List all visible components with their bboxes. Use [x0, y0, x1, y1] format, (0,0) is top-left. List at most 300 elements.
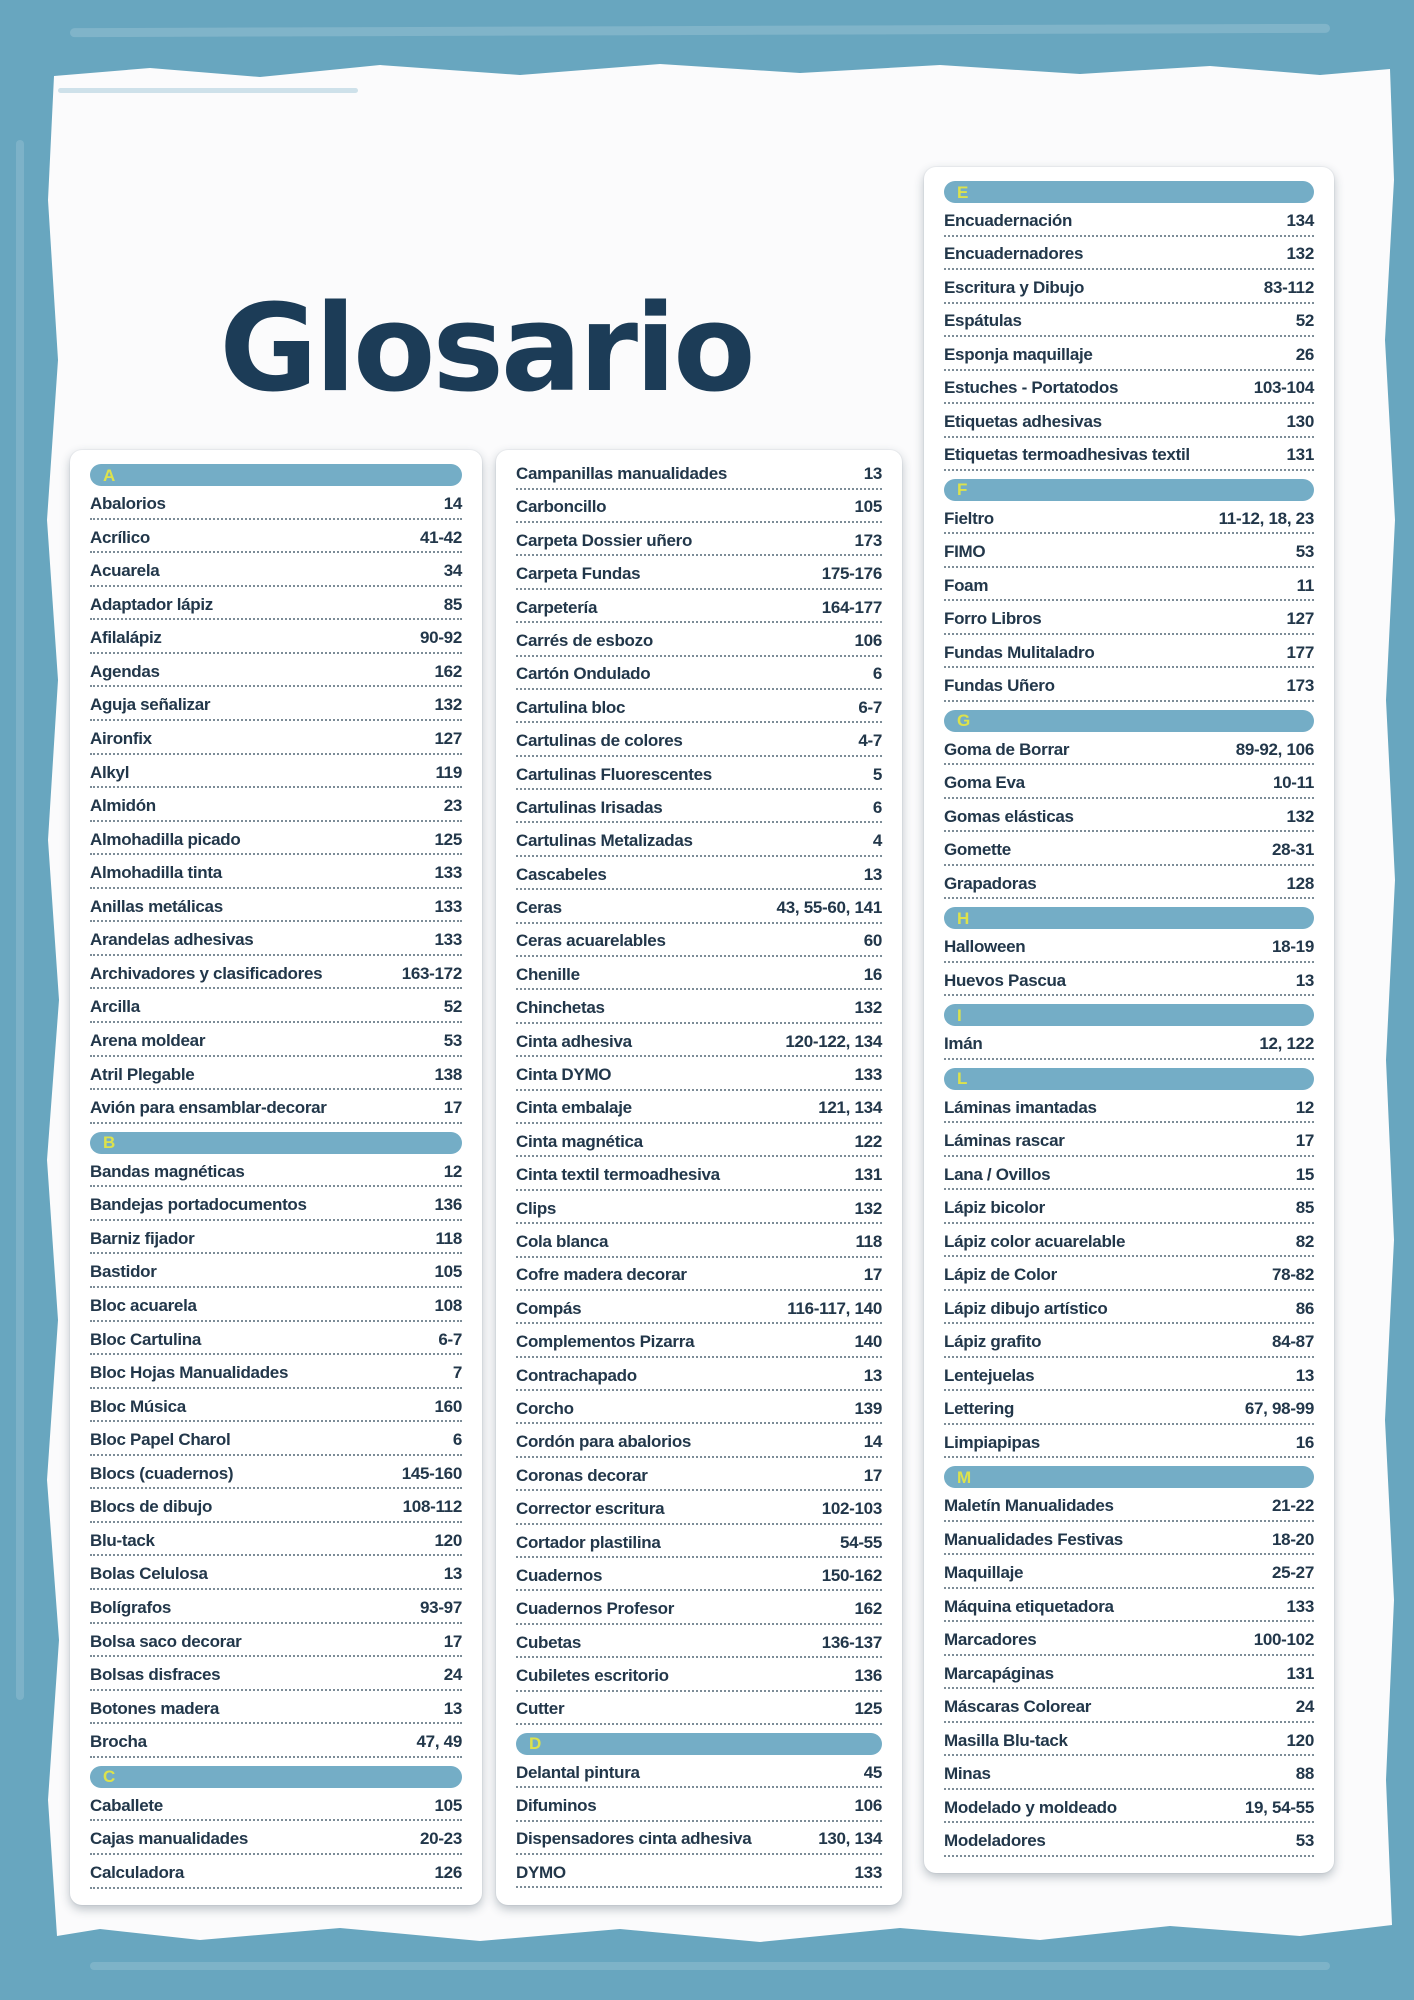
entry-pages: 7: [452, 1363, 462, 1383]
entry-pages: 120: [1286, 1730, 1314, 1750]
index-entry: [90, 1863, 462, 1889]
entry-pages: 41-42: [420, 527, 462, 547]
entry-label: Cola blanca: [516, 1231, 609, 1251]
brush-streak-top: [70, 24, 1330, 37]
brush-streak-bottom: [90, 1962, 1330, 1970]
entry-pages: 116-117, 140: [787, 1298, 882, 1318]
entry-label: Gomette: [944, 840, 1011, 860]
index-entry: [944, 1433, 1314, 1459]
section-letter: B: [103, 1133, 116, 1153]
entry-pages: 84-87: [1272, 1332, 1314, 1352]
index-entry: [944, 1664, 1314, 1690]
entry-label: Alkyl: [90, 762, 130, 782]
entry-pages: 89-92, 106: [1235, 739, 1314, 759]
index-entry: [944, 1496, 1314, 1522]
entry-label: Contrachapado: [516, 1365, 637, 1385]
entry-pages: 173: [854, 530, 882, 550]
index-entry: [516, 1199, 882, 1225]
index-entry: [516, 1566, 882, 1592]
entry-label: Halloween: [944, 937, 1026, 957]
index-entry: [516, 1533, 882, 1559]
entry-pages: 45: [863, 1762, 882, 1782]
index-entry: [516, 1265, 882, 1291]
entry-pages: 118: [435, 1228, 462, 1248]
brush-streak-inner: [58, 88, 358, 93]
entry-label: Lápiz bicolor: [944, 1198, 1045, 1218]
entry-label: Aironfix: [90, 728, 152, 748]
entry-label: Acuarela: [90, 561, 160, 581]
entry-label: Foam: [944, 575, 989, 595]
entry-label: Dispensadores cinta adhesiva: [516, 1829, 752, 1849]
entry-pages: 4: [872, 831, 882, 851]
entry-pages: 6-7: [438, 1329, 462, 1349]
index-entry: [90, 796, 462, 822]
index-entry: [90, 1195, 462, 1221]
entry-pages: 5: [872, 764, 882, 784]
entry-label: Bloc acuarela: [90, 1295, 197, 1315]
entry-pages: 13: [863, 464, 882, 483]
index-entry: [516, 1633, 882, 1659]
index-entry: [944, 311, 1314, 337]
entry-label: Barniz fijador: [90, 1228, 195, 1248]
index-entry: [90, 1363, 462, 1389]
entry-pages: 132: [854, 998, 882, 1018]
entry-pages: 105: [434, 1262, 462, 1282]
entry-label: Máscaras Colorear: [944, 1697, 1092, 1717]
index-entry: [944, 1098, 1314, 1124]
entry-pages: 54-55: [840, 1532, 882, 1552]
entry-label: Difuminos: [516, 1796, 597, 1816]
entry-label: Adaptador lápiz: [90, 594, 214, 614]
entry-pages: 88: [1295, 1764, 1314, 1784]
index-entry: [90, 1397, 462, 1423]
entry-pages: 47, 49: [416, 1732, 462, 1752]
index-entry: [516, 765, 882, 791]
index-entry: [90, 528, 462, 554]
entry-pages: 11-12, 18, 23: [1218, 508, 1314, 528]
entry-pages: 173: [1286, 676, 1314, 696]
entry-label: Grapadoras: [944, 873, 1037, 893]
entry-label: Afilalápiz: [90, 628, 162, 648]
index-entry: [516, 931, 882, 957]
index-entry: [944, 412, 1314, 438]
entry-pages: 34: [443, 561, 462, 581]
entry-label: Cinta magnética: [516, 1131, 643, 1151]
entry-pages: 6: [452, 1430, 462, 1450]
entry-label: Archivadores y clasificadores: [90, 963, 323, 983]
entry-label: Cuadernos: [516, 1565, 603, 1585]
entry-pages: 12, 122: [1259, 1034, 1314, 1054]
entry-pages: 23: [443, 796, 462, 816]
entry-pages: 108: [434, 1295, 462, 1315]
entry-pages: 133: [854, 1065, 882, 1085]
entry-pages: 127: [434, 728, 462, 748]
index-entry: [944, 244, 1314, 270]
entry-label: Gomas elásticas: [944, 806, 1074, 826]
entry-label: Atril Plegable: [90, 1064, 195, 1084]
index-entry: [516, 564, 882, 590]
entry-label: Goma Eva: [944, 773, 1025, 793]
index-entry: [944, 1630, 1314, 1656]
index-entry: [90, 830, 462, 856]
index-entry: [944, 278, 1314, 304]
entry-label: Escritura y Dibujo: [944, 277, 1085, 297]
entry-label: Delantal pintura: [516, 1762, 640, 1782]
entry-pages: 14: [863, 1432, 882, 1452]
entry-pages: 24: [1295, 1697, 1314, 1717]
index-entry: [516, 1796, 882, 1822]
index-entry: [944, 971, 1314, 997]
index-entry: [944, 1332, 1314, 1358]
index-entry: [944, 1399, 1314, 1425]
section-header-b: [90, 1132, 462, 1154]
entry-label: Chinchetas: [516, 998, 605, 1018]
index-entry: [90, 997, 462, 1023]
index-entry: [944, 840, 1314, 866]
entry-pages: 100-102: [1253, 1630, 1314, 1650]
index-entry: [90, 763, 462, 789]
entry-label: Etiquetas adhesivas: [944, 411, 1102, 431]
entry-pages: 13: [1295, 1365, 1314, 1385]
entry-pages: 4-7: [858, 731, 882, 751]
entry-pages: 106: [854, 1796, 882, 1816]
entry-pages: 28-31: [1272, 840, 1314, 860]
entry-label: Bolsa saco decorar: [90, 1631, 242, 1651]
index-entry: [516, 631, 882, 657]
index-entry: [516, 1032, 882, 1058]
entry-label: Cofre madera decorar: [516, 1265, 687, 1285]
entry-pages: 83-112: [1263, 277, 1314, 297]
entry-pages: 10-11: [1272, 773, 1314, 793]
entry-label: Cubiletes escritorio: [516, 1666, 669, 1686]
entry-pages: 133: [434, 930, 462, 950]
entry-label: Cascabeles: [516, 864, 607, 884]
section-letter: C: [103, 1767, 116, 1787]
entry-pages: 6: [872, 797, 882, 817]
entry-pages: 60: [863, 931, 882, 951]
entry-label: Carpetería: [516, 597, 598, 617]
section-letter: G: [957, 711, 971, 731]
entry-pages: 24: [443, 1665, 462, 1685]
index-entry: [516, 1065, 882, 1091]
entry-pages: 52: [1295, 311, 1314, 331]
index-entry: [90, 1031, 462, 1057]
entry-pages: 17: [863, 1465, 882, 1485]
index-entry: [944, 676, 1314, 702]
entry-pages: 17: [863, 1265, 882, 1285]
entry-pages: 125: [854, 1699, 882, 1719]
index-entry: [944, 509, 1314, 535]
index-entry: [516, 1232, 882, 1258]
index-entry: [516, 1098, 882, 1124]
index-entry: [944, 542, 1314, 568]
entry-label: Bolígrafos: [90, 1598, 172, 1618]
index-entry: [944, 1530, 1314, 1556]
entry-pages: 12: [1295, 1097, 1314, 1117]
entry-pages: 25-27: [1272, 1563, 1314, 1583]
index-entry: [944, 874, 1314, 900]
entry-label: Bolas Celulosa: [90, 1564, 208, 1584]
entry-pages: 17: [443, 1098, 462, 1118]
brush-streak-left: [16, 140, 24, 1700]
index-entry: [90, 1564, 462, 1590]
index-entry: [90, 1162, 462, 1188]
entry-label: Arena moldear: [90, 1031, 206, 1051]
entry-pages: 108-112: [402, 1497, 462, 1517]
entry-pages: 175-176: [821, 564, 882, 584]
entry-pages: 13: [443, 1564, 462, 1584]
entry-label: Cartulinas de colores: [516, 731, 683, 751]
entry-label: Cordón para abalorios: [516, 1432, 692, 1452]
section-header-d: [516, 1733, 882, 1755]
entry-label: Calculadora: [90, 1862, 185, 1882]
index-entry: [90, 729, 462, 755]
entry-pages: 13: [443, 1698, 462, 1718]
entry-label: Ceras acuarelables: [516, 931, 666, 951]
index-entry: [90, 1732, 462, 1758]
entry-label: Carboncillo: [516, 497, 607, 517]
entry-pages: 85: [1295, 1198, 1314, 1218]
section-letter: F: [957, 480, 968, 500]
section-header-i: [944, 1004, 1314, 1026]
entry-label: Avión para ensamblar-decorar: [90, 1098, 327, 1118]
entry-label: Almidón: [90, 796, 156, 816]
entry-pages: 132: [1286, 244, 1314, 264]
index-column-3: [924, 167, 1334, 1873]
entry-pages: 17: [1295, 1131, 1314, 1151]
entry-label: Campanillas manualidades: [516, 464, 728, 483]
entry-label: Almohadilla picado: [90, 829, 241, 849]
entry-label: Cartulina bloc: [516, 697, 626, 717]
index-entry: [90, 1829, 462, 1855]
index-entry: [944, 1731, 1314, 1757]
index-entry: [516, 1599, 882, 1625]
index-entry: [944, 1265, 1314, 1291]
index-entry: [90, 930, 462, 956]
index-entry: [516, 497, 882, 523]
entry-pages: 127: [1286, 609, 1314, 629]
index-entry: [516, 1165, 882, 1191]
entry-label: Cuadernos Profesor: [516, 1599, 675, 1619]
index-entry: [516, 1829, 882, 1855]
entry-label: Carpeta Dossier uñero: [516, 530, 693, 550]
entry-label: Huevos Pascua: [944, 970, 1066, 990]
index-entry: [944, 937, 1314, 963]
entry-label: Masilla Blu-tack: [944, 1730, 1068, 1750]
entry-pages: 67, 98-99: [1244, 1399, 1314, 1419]
entry-pages: 18-20: [1272, 1529, 1314, 1549]
entry-pages: 145-160: [401, 1463, 462, 1483]
entry-pages: 16: [1295, 1432, 1314, 1452]
entry-label: Limpiapipas: [944, 1432, 1040, 1452]
entry-label: Cinta textil termoadhesiva: [516, 1165, 720, 1185]
entry-label: FIMO: [944, 542, 986, 562]
entry-label: Cutter: [516, 1699, 565, 1719]
index-entry: [944, 807, 1314, 833]
entry-pages: 18-19: [1272, 937, 1314, 957]
entry-pages: 125: [434, 829, 462, 849]
index-entry: [944, 1034, 1314, 1060]
index-entry: [516, 1132, 882, 1158]
entry-label: Bloc Papel Charol: [90, 1430, 231, 1450]
entry-pages: 13: [1295, 970, 1314, 990]
entry-pages: 17: [443, 1631, 462, 1651]
entry-label: Láminas imantadas: [944, 1097, 1097, 1117]
index-entry: [90, 1262, 462, 1288]
entry-label: Botones madera: [90, 1698, 220, 1718]
entry-pages: 86: [1295, 1298, 1314, 1318]
entry-pages: 19, 54-55: [1244, 1797, 1314, 1817]
entry-pages: 102-103: [821, 1499, 882, 1519]
entry-pages: 90-92: [420, 628, 462, 648]
index-entry: [516, 664, 882, 690]
entry-label: Minas: [944, 1764, 991, 1784]
index-entry: [516, 1863, 882, 1889]
section-letter: L: [957, 1069, 968, 1089]
index-entry: [90, 628, 462, 654]
entry-pages: 14: [443, 494, 462, 514]
index-entry: [944, 1165, 1314, 1191]
index-entry: [944, 1831, 1314, 1857]
entry-label: DYMO: [516, 1862, 566, 1882]
entry-pages: 26: [1295, 344, 1314, 364]
index-entry: [944, 1597, 1314, 1623]
entry-label: Manualidades Festivas: [944, 1529, 1123, 1549]
entry-label: Imán: [944, 1034, 983, 1054]
entry-pages: 121, 134: [818, 1098, 882, 1118]
section-header-f: [944, 479, 1314, 501]
entry-pages: 134: [1286, 210, 1314, 230]
entry-pages: 6-7: [858, 697, 882, 717]
entry-pages: 131: [854, 1165, 882, 1185]
index-entry: [516, 1432, 882, 1458]
entry-pages: 106: [854, 630, 882, 650]
index-entry: [90, 1098, 462, 1124]
entry-label: Ceras: [516, 898, 562, 918]
index-entry: [90, 1531, 462, 1557]
entry-label: Espátulas: [944, 311, 1022, 331]
entry-label: Compás: [516, 1298, 582, 1318]
entry-label: Máquina etiquetadora: [944, 1596, 1114, 1616]
entry-label: Lettering: [944, 1399, 1015, 1419]
index-entry: [516, 898, 882, 924]
page-title: Glosario: [219, 280, 753, 420]
entry-pages: 20-23: [420, 1829, 462, 1849]
entry-pages: 12: [443, 1161, 462, 1181]
entry-label: Arcilla: [90, 997, 140, 1017]
index-entry: [516, 731, 882, 757]
entry-pages: 136-137: [821, 1632, 882, 1652]
index-entry: [944, 576, 1314, 602]
index-entry: [90, 1065, 462, 1091]
entry-pages: 13: [863, 864, 882, 884]
index-entry: [90, 1229, 462, 1255]
entry-pages: 53: [443, 1031, 462, 1051]
index-entry: [516, 1666, 882, 1692]
entry-label: Estuches - Portatodos: [944, 378, 1119, 398]
entry-label: Cajas manualidades: [90, 1829, 249, 1849]
index-column-2: [496, 450, 902, 1905]
section-header-g: [944, 710, 1314, 732]
entry-pages: 163-172: [401, 963, 462, 983]
entry-pages: 130, 134: [818, 1829, 882, 1849]
entry-label: Forro Libros: [944, 609, 1042, 629]
entry-pages: 122: [854, 1131, 882, 1151]
entry-label: Aguja señalizar: [90, 695, 211, 715]
entry-label: Lápiz de Color: [944, 1265, 1057, 1285]
section-letter: D: [529, 1734, 542, 1754]
entry-pages: 120: [434, 1530, 462, 1550]
entry-pages: 21-22: [1272, 1496, 1314, 1516]
entry-pages: 16: [863, 964, 882, 984]
index-entry: [516, 1699, 882, 1725]
entry-label: Agendas: [90, 661, 160, 681]
index-entry: [944, 643, 1314, 669]
index-entry: [90, 595, 462, 621]
index-entry: [944, 1131, 1314, 1157]
index-entry: [944, 1366, 1314, 1392]
index-entry: [90, 1296, 462, 1322]
entry-pages: 132: [854, 1198, 882, 1218]
section-header-l: [944, 1068, 1314, 1090]
index-entry: [944, 1697, 1314, 1723]
entry-pages: 133: [854, 1862, 882, 1882]
entry-label: Almohadilla tinta: [90, 863, 222, 883]
entry-label: Cinta adhesiva: [516, 1031, 632, 1051]
entry-label: Goma de Borrar: [944, 739, 1070, 759]
index-entry: [516, 464, 882, 490]
index-entry: [90, 1699, 462, 1725]
entry-pages: 6: [872, 664, 882, 684]
entry-label: Cartulinas Metalizadas: [516, 831, 693, 851]
entry-label: Complementos Pizarra: [516, 1332, 695, 1352]
index-entry: [944, 345, 1314, 371]
index-entry: [516, 1763, 882, 1789]
index-entry: [516, 531, 882, 557]
entry-pages: 53: [1295, 542, 1314, 562]
entry-pages: 105: [854, 497, 882, 517]
index-entry: [90, 1598, 462, 1624]
index-entry: [90, 1796, 462, 1822]
entry-label: Esponja maquillaje: [944, 344, 1093, 364]
entry-label: Blocs de dibujo: [90, 1497, 213, 1517]
index-entry: [944, 609, 1314, 635]
entry-label: Encuadernación: [944, 210, 1073, 230]
entry-label: Cubetas: [516, 1632, 581, 1652]
entry-pages: 136: [434, 1195, 462, 1215]
entry-pages: 150-162: [821, 1565, 882, 1585]
entry-pages: 131: [1286, 445, 1314, 465]
entry-pages: 133: [434, 896, 462, 916]
index-entry: [516, 998, 882, 1024]
entry-label: Blocs (cuadernos): [90, 1463, 234, 1483]
entry-pages: 85: [443, 594, 462, 614]
entry-label: Bandas magnéticas: [90, 1161, 245, 1181]
entry-pages: 136: [854, 1666, 882, 1686]
entry-label: Bloc Música: [90, 1396, 186, 1416]
entry-label: Cortador plastilina: [516, 1532, 661, 1552]
entry-label: Cartón Ondulado: [516, 664, 651, 684]
entry-pages: 132: [1286, 806, 1314, 826]
entry-pages: 132: [434, 695, 462, 715]
entry-pages: 93-97: [420, 1598, 462, 1618]
entry-label: Coronas decorar: [516, 1465, 648, 1485]
index-entry: [90, 1497, 462, 1523]
entry-pages: 131: [1286, 1663, 1314, 1683]
entry-pages: 11: [1296, 575, 1314, 595]
index-entry: [90, 964, 462, 990]
entry-label: Caballete: [90, 1795, 163, 1815]
